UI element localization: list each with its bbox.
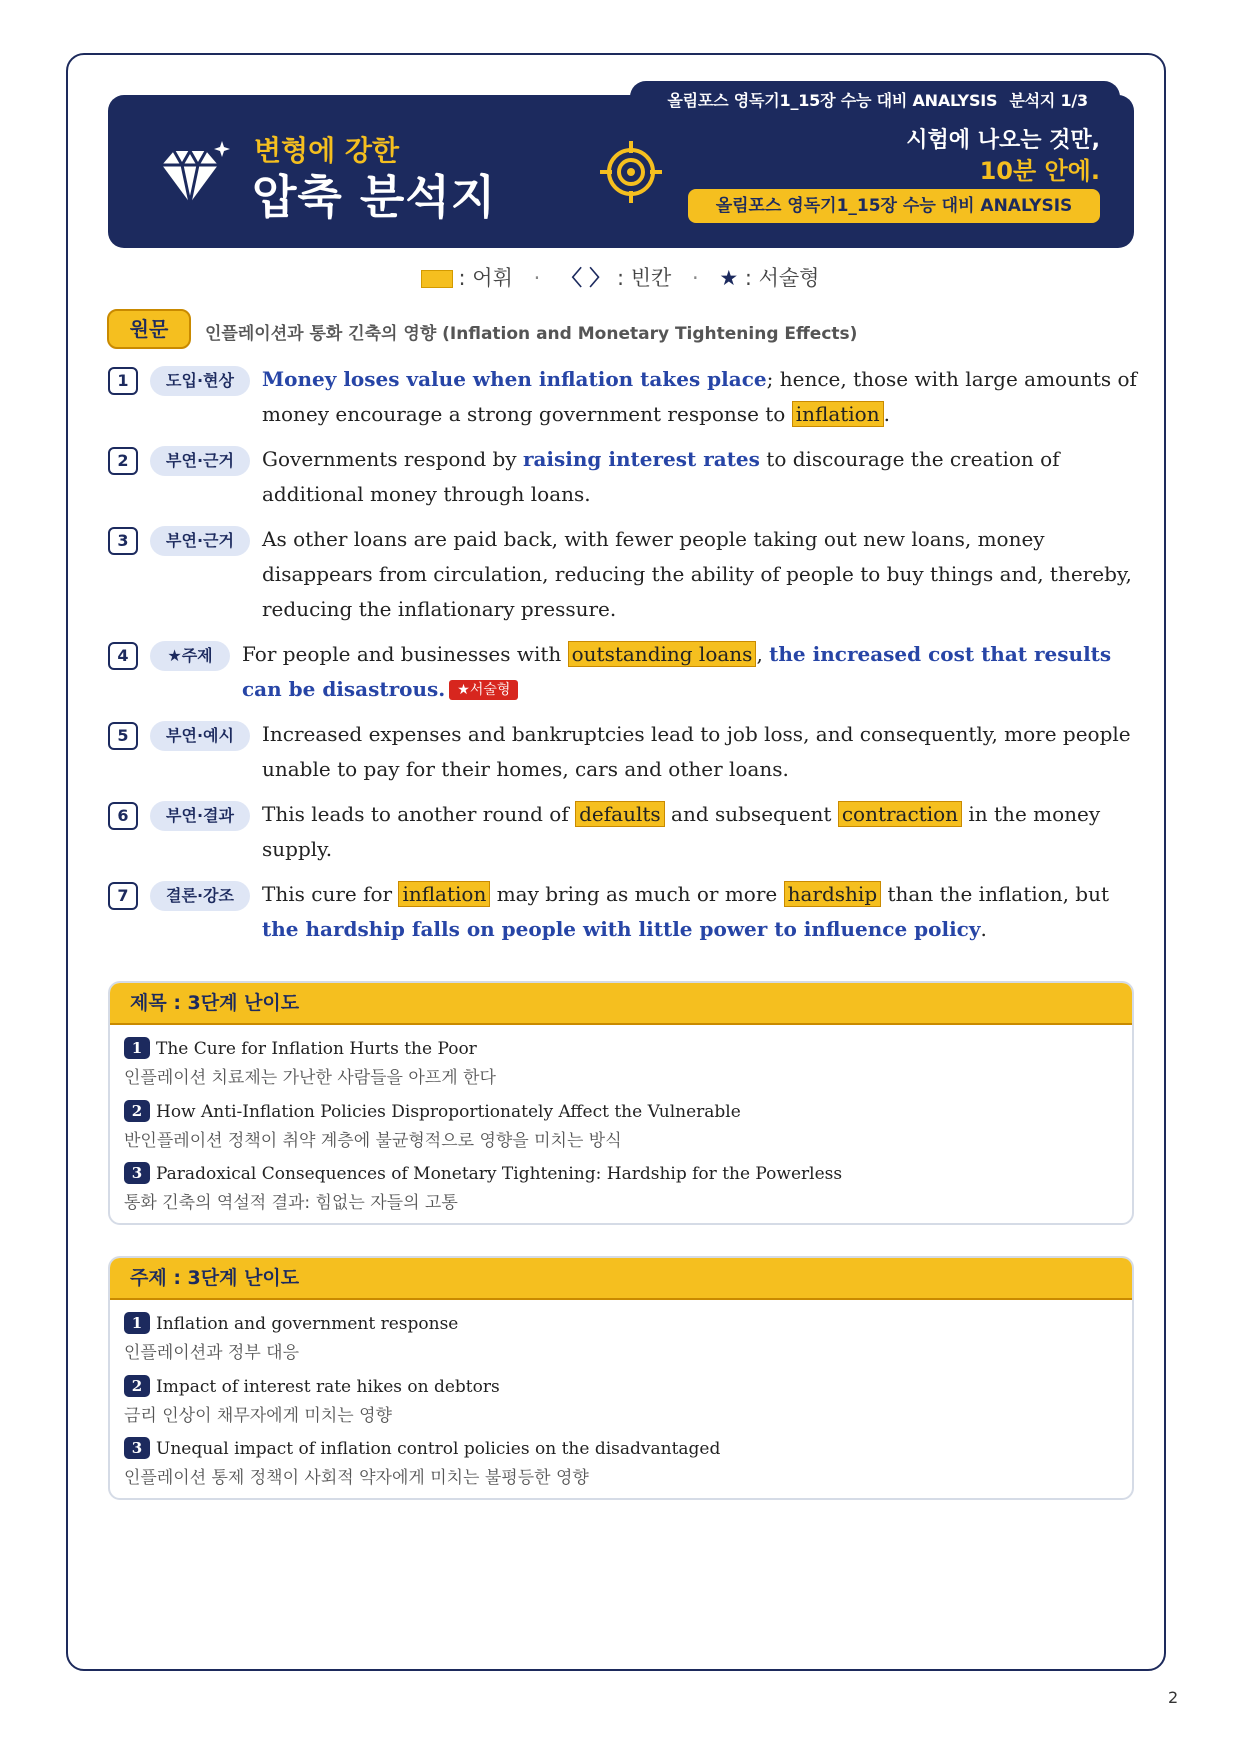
series-label: 올림포스 영독기1_15장 수능 대비 ANALYSIS — [667, 91, 998, 110]
vocab-highlight: inflation — [792, 401, 884, 427]
list-item — [124, 1162, 842, 1213]
series-pill: 올림포스 영독기1_15장 수능 대비 ANALYSIS — [688, 189, 1100, 223]
series-tab — [630, 81, 1120, 121]
sentence-number: 1 — [108, 367, 138, 395]
item-number: 1 — [124, 1312, 150, 1334]
vocab-swatch — [421, 270, 453, 288]
legend-essay: : 서술형 — [744, 266, 820, 290]
title-panel-header: 제목 : 3단계 난이도 — [110, 983, 1132, 1025]
text-run: This leads to another round of — [262, 802, 576, 826]
text-run: to discourage the creation of additional money through loans. — [262, 447, 1060, 506]
vocab-highlight: hardship — [784, 881, 882, 907]
page-title: 압축 분석지 — [252, 170, 497, 224]
sentence-number: 7 — [108, 882, 138, 910]
sentence-number: 4 — [108, 642, 138, 670]
vocab-highlight: contraction — [838, 801, 962, 827]
sentence-number: 6 — [108, 802, 138, 830]
diamond-icon — [160, 137, 230, 207]
sentence-text — [262, 442, 1138, 512]
title-panel — [108, 981, 1134, 1225]
list-item — [124, 1037, 496, 1088]
text-run: This cure for — [262, 882, 399, 906]
text-run: and subsequent — [664, 802, 838, 826]
text-run: , — [756, 642, 770, 666]
list-item — [124, 1312, 458, 1363]
legend — [0, 262, 1240, 292]
list-item — [124, 1100, 741, 1151]
text-run: ; hence, those with large amounts of money encourage a strong government response to — [262, 367, 1137, 426]
sentence-number: 3 — [108, 527, 138, 555]
item-english: How Anti-Inflation Policies Disproportionately Affect the Vulnerable — [156, 1102, 741, 1122]
item-english: Unequal impact of inflation control policies on the disadvantaged — [156, 1439, 721, 1459]
text-run: Governments respond by — [262, 447, 523, 471]
item-number: 2 — [124, 1100, 150, 1122]
theme-panel — [108, 1256, 1134, 1500]
legend-separator: · — [533, 266, 541, 290]
item-korean: 인플레이션 치료제는 가난한 사람들을 아프게 한다 — [124, 1068, 496, 1088]
list-item — [124, 1375, 500, 1426]
source-badge: 원문 — [107, 309, 191, 349]
sentence-tag: 도입·현상 — [150, 366, 250, 396]
target-icon — [598, 139, 664, 205]
sentence-number: 2 — [108, 447, 138, 475]
item-english: The Cure for Inflation Hurts the Poor — [156, 1039, 477, 1059]
item-number: 2 — [124, 1375, 150, 1397]
source-title: 인플레이션과 통화 긴축의 영향 (Inflation and Monetary Tightening Effects) — [205, 324, 858, 344]
item-number: 3 — [124, 1162, 150, 1184]
title-subtitle: 변형에 강한 — [254, 134, 399, 167]
vocab-highlight: inflation — [398, 881, 490, 907]
sentence-number: 5 — [108, 722, 138, 750]
item-korean: 통화 긴축의 역설적 결과: 힘없는 자들의 고통 — [124, 1193, 458, 1213]
star-icon: ★ — [719, 266, 739, 290]
vocab-highlight: defaults — [575, 801, 665, 827]
item-english: Inflation and government response — [156, 1314, 459, 1334]
legend-separator: · — [691, 266, 699, 290]
key-phrase: raising interest rates — [522, 447, 760, 471]
text-run: . — [883, 402, 890, 426]
sentence-tag: 부연·근거 — [150, 446, 250, 476]
theme-panel-header: 주제 : 3단계 난이도 — [110, 1258, 1132, 1300]
text-run: may bring as much or more — [490, 882, 784, 906]
essay-badge: ★서술형 — [449, 680, 518, 700]
item-english: Paradoxical Consequences of Monetary Tightening: Hardship for the Powerless — [156, 1164, 843, 1184]
key-phrase: the increased cost that results can be disastrous. — [242, 642, 1112, 701]
sentence-tag: 부연·결과 — [150, 801, 250, 831]
vocab-highlight: outstanding loans — [568, 641, 757, 667]
sentence-text — [262, 797, 1138, 867]
sentence-tag: 부연·예시 — [150, 721, 250, 751]
page-number: 2 — [1168, 1688, 1179, 1707]
text-run: in the money supply. — [262, 802, 1101, 861]
text-run: For people and businesses with — [242, 642, 568, 666]
item-korean: 인플레이션 통제 정책이 사회적 약자에게 미치는 불평등한 영향 — [124, 1468, 589, 1488]
sentence-tag: 결론·강조 — [150, 881, 250, 911]
sentence-text — [262, 362, 1138, 432]
sentence-tag: ★주제 — [150, 641, 230, 671]
sentence-text — [262, 877, 1138, 947]
item-korean: 금리 인상이 채무자에게 미치는 영향 — [124, 1406, 392, 1426]
legend-blank: : 빈칸 — [616, 266, 672, 290]
key-phrase: Money loses value when inflation takes place — [262, 367, 767, 391]
item-korean: 반인플레이션 정책이 취약 계층에 불균형적으로 영향을 미치는 방식 — [124, 1131, 622, 1151]
item-number: 1 — [124, 1037, 150, 1059]
sentence-tag: 부연·근거 — [150, 526, 250, 556]
text-run: than the inflation, but — [881, 882, 1110, 906]
slogan-line-2: 10분 안에. — [979, 157, 1100, 185]
text-run: . — [980, 917, 987, 941]
slogan-line-1: 시험에 나오는 것만, — [906, 128, 1100, 153]
sentence-text: Increased expenses and bankruptcies lead to job loss, and consequently, more people unable to pay for their homes, cars and other loans. — [262, 722, 1131, 781]
sheet-counter: 분석지 1/3 — [1009, 91, 1088, 110]
bracket-icon: 〈 〉 — [560, 266, 611, 290]
sentence-text — [242, 637, 1138, 707]
item-english: Impact of interest rate hikes on debtors — [156, 1377, 500, 1397]
item-korean: 인플레이션과 정부 대응 — [124, 1343, 300, 1363]
key-phrase: the hardship falls on people with little power to influence policy — [262, 917, 981, 941]
list-item — [124, 1437, 720, 1488]
item-number: 3 — [124, 1437, 150, 1459]
header-banner — [108, 91, 1134, 248]
legend-vocab: : 어휘 — [458, 266, 513, 290]
sentence-text: As other loans are paid back, with fewer people taking out new loans, money disappears from circulation, reducing the ability of people to buy things and, thereby, reducing the inflationary pressure. — [262, 527, 1132, 621]
